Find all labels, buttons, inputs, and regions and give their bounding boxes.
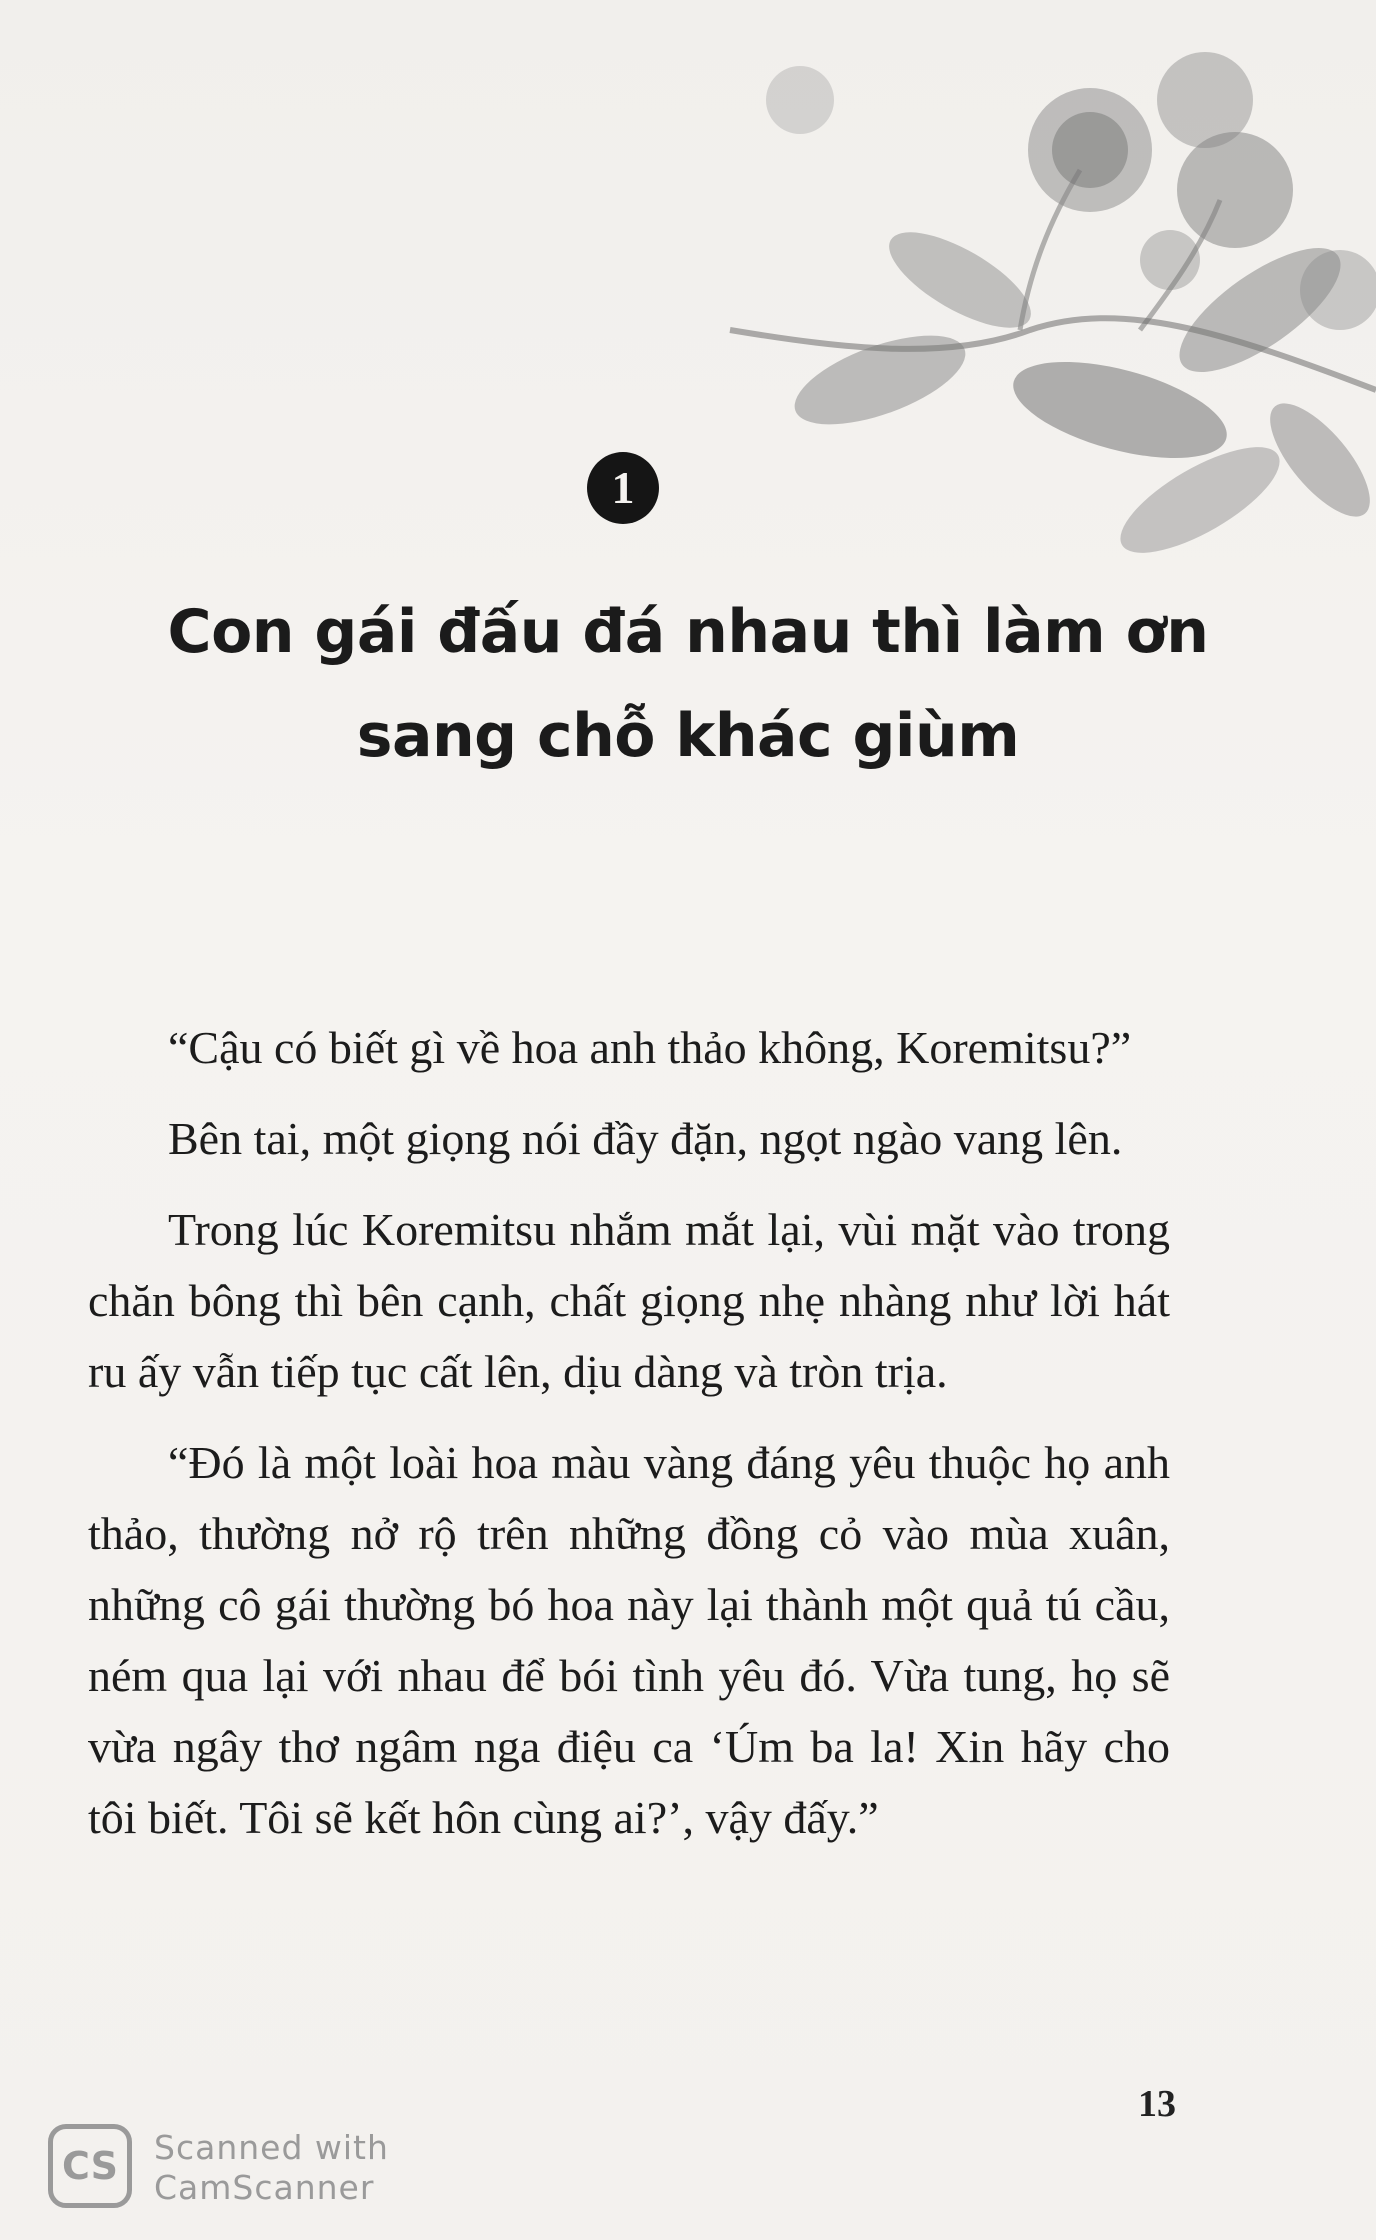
flower-illustration: [700, 30, 1376, 590]
camscanner-logo-icon: CS: [48, 2124, 132, 2208]
paragraph-1: “Cậu có biết gì về hoa anh thảo không, Koremitsu?”: [168, 1022, 1132, 1073]
watermark-line-1: Scanned with: [154, 2128, 389, 2167]
chapter-title-line-1: Con gái đấu đá nhau thì làm ơn: [167, 597, 1209, 667]
watermark-line-2: CamScanner: [154, 2168, 375, 2207]
paragraph-4: “Đó là một loài hoa màu vàng đáng yêu thuộc họ anh thảo, thường nở rộ trên những đồng cỏ vào mùa xuân, những cô gái thường bó hoa này lại thành một quả tú cầu, ném qua lại với nhau để bói tình yêu đó. Vừa tung, họ sẽ vừa ngây thơ ngâm nga điệu ca ‘Úm ba la! Xin hãy cho tôi biết. Tôi sẽ kết hôn cùng ai?’, vậy đấy.”: [88, 1437, 1170, 1843]
paragraph-3: Trong lúc Koremitsu nhắm mắt lại, vùi mặt vào trong chăn bông thì bên cạnh, chất giọng nhẹ nhàng như lời hát ru ấy vẫn tiếp tục cất lên, dịu dàng và tròn trịa.: [88, 1204, 1170, 1397]
page-number: 13: [1138, 2083, 1176, 2125]
chapter-title: [100, 580, 1276, 788]
paragraph-2: Bên tai, một giọng nói đầy đặn, ngọt ngào vang lên.: [168, 1113, 1123, 1164]
chapter-body: [88, 1012, 1170, 1873]
chapter-title-line-2: sang chỗ khác giùm: [356, 701, 1020, 771]
chapter-number-badge: 1: [587, 452, 659, 524]
camscanner-watermark: [154, 2128, 389, 2208]
